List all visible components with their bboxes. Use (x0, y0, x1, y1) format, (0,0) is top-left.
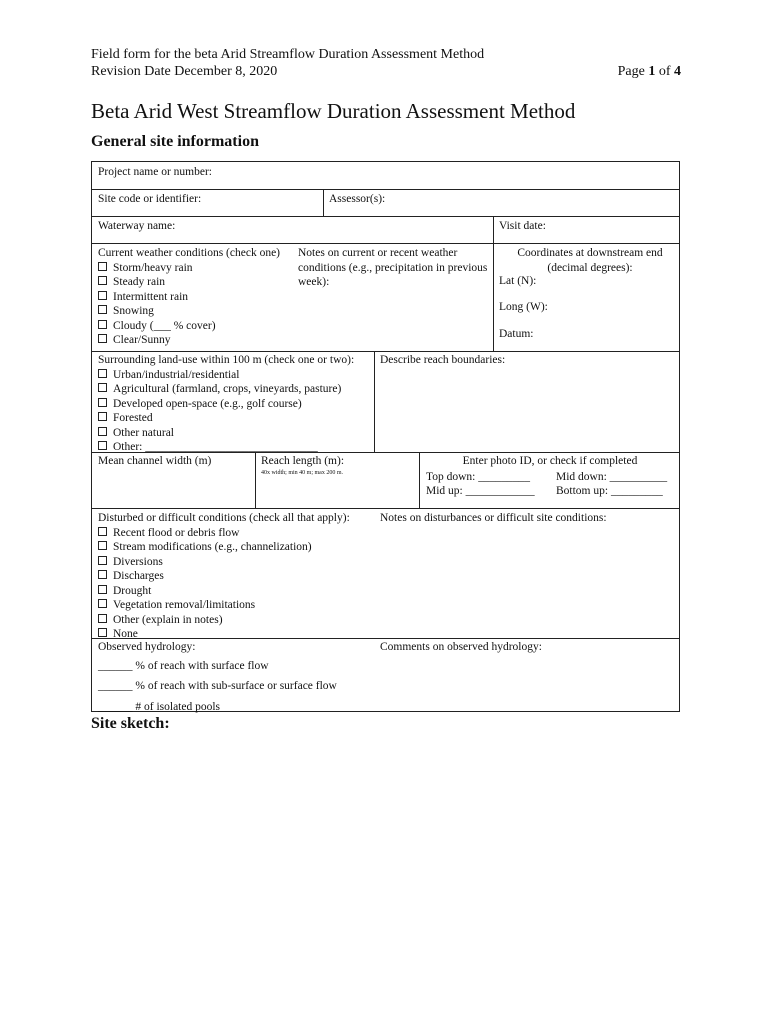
disturbed-block (98, 511, 350, 642)
header-revision-line: Revision Date December 8, 2020 (91, 64, 278, 79)
photo-top-down-field[interactable]: Top down: _________ (426, 471, 530, 483)
landuse-block (98, 353, 354, 455)
document-title: Beta Arid West Streamflow Duration Assessment Method (91, 99, 576, 123)
disturbed-option[interactable]: Diversions (98, 555, 350, 570)
weather-option[interactable]: Intermittent rain (98, 290, 280, 305)
checkbox-icon[interactable] (98, 541, 107, 550)
weather-notes-line: conditions (e.g., precipitation in previous (298, 261, 488, 274)
disturbed-label: Disturbed or difficult conditions (check all that apply): (98, 512, 350, 524)
checkbox-icon[interactable] (98, 369, 107, 378)
checkbox-icon[interactable] (98, 383, 107, 392)
disturbed-option[interactable]: Vegetation removal/limitations (98, 598, 350, 613)
weather-option[interactable]: Storm/heavy rain (98, 261, 280, 276)
rule (255, 452, 256, 508)
disturbed-option[interactable]: None (98, 627, 350, 642)
checkbox-icon[interactable] (98, 412, 107, 421)
landuse-option[interactable]: Agricultural (farmland, crops, vineyards, pasture) (98, 382, 354, 397)
photo-mid-up-field[interactable]: Mid up: ____________ (426, 485, 535, 497)
subsurface-flow-field[interactable]: ______ % of reach with sub-surface or surface flow (98, 680, 337, 692)
surface-flow-field[interactable]: ______ % of reach with surface flow (98, 660, 269, 672)
landuse-option[interactable]: Other natural (98, 426, 354, 441)
site-info-form (91, 161, 680, 712)
weather-option[interactable]: Cloudy (___ % cover) (98, 319, 280, 334)
assessors-field-label[interactable]: Assessor(s): (329, 193, 386, 205)
disturbed-option[interactable]: Discharges (98, 569, 350, 584)
coords-heading-line: Coordinates at downstream end (517, 247, 663, 259)
weather-notes-line: week): (298, 276, 330, 288)
page-prefix: Page (617, 64, 649, 79)
section-title-sketch: Site sketch: (91, 715, 170, 732)
rule (92, 243, 679, 244)
checkbox-icon[interactable] (98, 614, 107, 623)
disturbed-option[interactable]: Stream modifications (e.g., channelization) (98, 540, 350, 555)
checkbox-icon[interactable] (98, 276, 107, 285)
page-mid: of (655, 64, 674, 79)
landuse-option[interactable]: Forested (98, 411, 354, 426)
header-form-line: Field form for the beta Arid Streamflow Duration Assessment Method (91, 47, 485, 62)
rule (92, 189, 679, 190)
page-number (618, 63, 681, 80)
landuse-option[interactable]: Other: ______________________________ (98, 440, 354, 455)
checkbox-icon[interactable] (98, 291, 107, 300)
reach-length-field-label[interactable]: Reach length (m): (261, 455, 345, 467)
weather-option[interactable]: Steady rain (98, 275, 280, 290)
checkbox-icon[interactable] (98, 262, 107, 271)
page-current: 1 (648, 64, 656, 79)
photo-mid-down-field[interactable]: Mid down: __________ (556, 471, 668, 483)
photo-heading: Enter photo ID, or check if completed (462, 455, 638, 467)
disturbed-option[interactable]: Recent flood or debris flow (98, 526, 350, 541)
visit-date-field-label[interactable]: Visit date: (499, 220, 546, 232)
weather-block (98, 246, 280, 348)
latitude-field-label[interactable]: Lat (N): (499, 275, 537, 287)
checkbox-icon[interactable] (98, 305, 107, 314)
isolated-pools-field[interactable]: ______ # of isolated pools (98, 701, 221, 713)
project-field-label[interactable]: Project name or number: (98, 166, 213, 178)
coordinates-heading (500, 246, 680, 275)
rule (493, 243, 494, 351)
checkbox-icon[interactable] (98, 427, 107, 436)
checkbox-icon[interactable] (98, 334, 107, 343)
rule (374, 351, 375, 452)
rule (323, 189, 324, 216)
checkbox-icon[interactable] (98, 441, 107, 450)
rule (92, 216, 679, 217)
datum-field-label[interactable]: Datum: (499, 328, 534, 340)
checkbox-icon[interactable] (98, 628, 107, 637)
checkbox-icon[interactable] (98, 599, 107, 608)
landuse-option[interactable]: Urban/industrial/residential (98, 368, 354, 383)
landuse-option[interactable]: Developed open-space (e.g., golf course) (98, 397, 354, 412)
weather-option[interactable]: Clear/Sunny (98, 333, 280, 348)
checkbox-icon[interactable] (98, 570, 107, 579)
page-total: 4 (674, 64, 681, 79)
reach-boundaries-field-label[interactable]: Describe reach boundaries: (380, 354, 506, 366)
checkbox-icon[interactable] (98, 527, 107, 536)
landuse-label: Surrounding land-use within 100 m (check one or two): (98, 354, 355, 366)
rule (92, 508, 679, 509)
waterway-field-label[interactable]: Waterway name: (98, 220, 176, 232)
disturbed-option[interactable]: Drought (98, 584, 350, 599)
disturbance-notes-field-label[interactable]: Notes on disturbances or difficult site conditions: (380, 512, 607, 524)
longitude-field-label[interactable]: Long (W): (499, 301, 548, 313)
disturbed-option[interactable]: Other (explain in notes) (98, 613, 350, 628)
weather-notes[interactable] (298, 246, 487, 290)
checkbox-icon[interactable] (98, 398, 107, 407)
site-code-field-label[interactable]: Site code or identifier: (98, 193, 202, 205)
running-header (91, 46, 484, 80)
checkbox-icon[interactable] (98, 585, 107, 594)
coords-heading-line: (decimal degrees): (547, 261, 633, 274)
weather-label: Current weather conditions (check one) (98, 247, 281, 259)
section-title-general: General site information (91, 133, 259, 150)
photo-bottom-up-field[interactable]: Bottom up: _________ (556, 485, 663, 497)
weather-notes-line: Notes on current or recent weather (298, 247, 458, 259)
weather-option[interactable]: Snowing (98, 304, 280, 319)
checkbox-icon[interactable] (98, 320, 107, 329)
hydrology-comments-field-label[interactable]: Comments on observed hydrology: (380, 641, 542, 653)
checkbox-icon[interactable] (98, 556, 107, 565)
channel-width-field-label[interactable]: Mean channel width (m) (98, 455, 212, 467)
observed-hydrology-label: Observed hydrology: (98, 641, 196, 653)
reach-length-note: 40x width; min 40 m; max 200 m. (261, 470, 343, 476)
rule (493, 216, 494, 243)
rule (419, 452, 420, 508)
rule (92, 351, 679, 352)
